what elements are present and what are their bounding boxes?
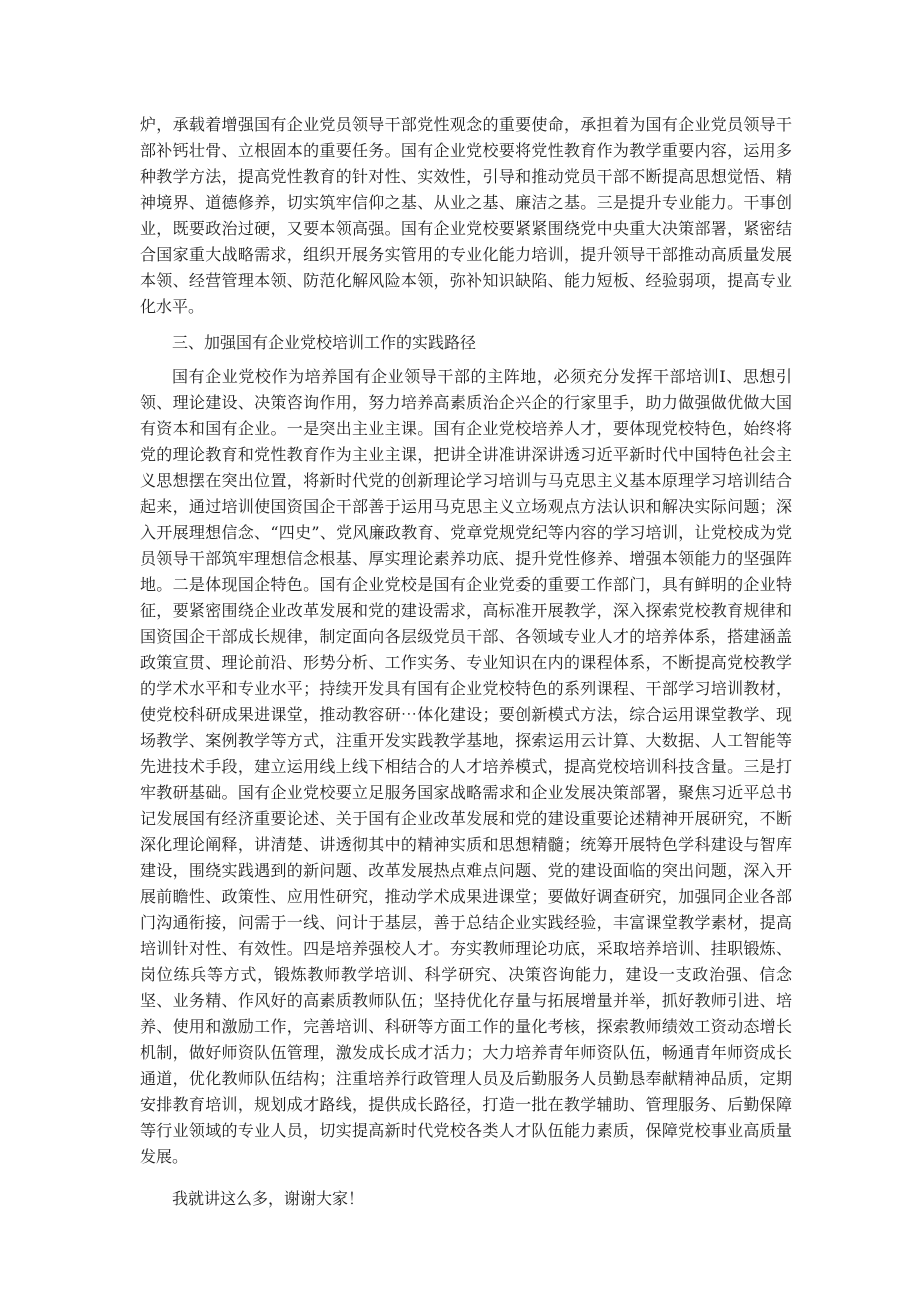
closing-remark: 我就讲这么多，谢谢大家！	[172, 1189, 365, 1208]
paragraph-continuation: 炉，承载着增强国有企业党员领导干部党性观念的重要使命，承担着为国有企业党员领导干部补钙壮骨、立根固本的重要任务。国有企业党校要将党性教育作为教学重要内容，运用多种教学方法，提高党性教育的针对性、实效性，引导和推动党员干部不断提高思想觉悟、精神境界、道德修养，切实筑牢信仰之基、从业之基、廉洁之基。三是提升专业能力。干事创业，既要政治过硬，又要本领高强。国有企业党校要紧紧围绕党中央重大决策部署，紧密结合国家重大战略需求，组织开展务实管用的专业化能力培训，提升领导干部推动高质量发展本领、经营管理本领、防范化解风险本领，弥补知识缺陷、能力短板、经验弱项，提高专业化水平。	[140, 115, 792, 316]
paragraph-practice-path: 国有企业党校作为培养国有企业领导干部的主阵地，必须充分发挥干部培训Ⅰ、思想引领、理论建设、决策咨询作用，努力培养高素质治企兴企的行家里手，助力做强做优做大国有资本和国有企业。一是突出主业主课。国有企业党校培养人才，要体现党校特色，始终将党的理论教育和党性教育作为主业主课，把讲全讲准讲深讲透习近平新时代中国特色社会主义思想摆在突出位置，将新时代党的创新理论学习培训与马克思主义基本原理学习培训结合起来，通过培训使国资国企干部善于运用马克思主义立场观点方法认识和解决实际问题；深入开展理想信念、“四史”、党风廉政教育、党章党规党纪等内容的学习培训，让党校成为党员领导干部筑牢理想信念根基、厚实理论素养功底、提升党性修养、增强本领能力的坚强阵地。二是体现国企特色。国有企业党校是国有企业党委的重要工作部门，具有鲜明的企业特征，要紧密围绕企业改革发展和党的建设需求，高标准开展教学，深入探索党校教育规律和国资国企干部成长规律，制定面向各层级党员干部、各领域专业人才的培养体系，搭建涵盖政策宣贯、理论前沿、形势分析、工作实务、专业知识在内的课程体系，不断提高党校教学的学术水平和专业水平；持续开发具有国有企业党校特色的系列课程、干部学习培训教材，使党校科研成果进课堂，推动教容研⋯体化建设；要创新模式方法，综合运用课堂教学、现场教学、案例教学等方式，注重开发实践教学基地，探索运用云计算、大数据、人工智能等先进技术手段，建立运用线上线下相结合的人才培养模式，提高党校培训科技含量。三是打牢教研基础。国有企业党校要立足服务国家战略需求和企业发展决策部署，聚焦习近平总书记发展国有经济重要论述、关于国有企业改革发展和党的建设重要论述精神开展研究，不断深化理论阐释，讲清楚、讲透彻其中的精神实质和思想精髓；统筹开展特色学科建设与智库建设，围绕实践遇到的新问题、改革发展热点难点问题、党的建设面临的突出问题，深入开展前瞻性、政策性、应用性研究，推动学术成果进课堂；要做好调查研究，加强同企业各部门沟通衔接，问需于一线、问计于基层，善于总结企业实践经验，丰富课堂教学素材，提高培训针对性、有效性。四是培养强校人才。夯实教师理论功底，采取培养培训、挂职锻炼、岗位练兵等方式，锻炼教师教学培训、科学研究、决策咨询能力，建设一支政治强、信念坚、业务精、作风好的高素质教师队伍；坚持优化存量与拓展增量并举，抓好教师引进、培养、使用和激励工作，完善培训、科研等方面工作的量化考核，探索教师绩效工资动态增长机制，做好师资队伍管理，激发成长成才活力；大力培养青年师资队伍，畅通青年师资成长通道，优化教师队伍结构；注重培养行政管理人员及后勤服务人员勤恳奉献精神品质，定期安排教育培训，规划成才路线，提供成长路径，打造一批在教学辅助、管理服务、后勤保障等行业领域的专业人员，切实提高新时代党校各类人才队伍能力素质，保障党校事业高质量发展。	[140, 367, 792, 1166]
document-body	[140, 112, 792, 1228]
section-heading: 三、加强国有企业党校培训工作的实践路径	[172, 333, 477, 352]
